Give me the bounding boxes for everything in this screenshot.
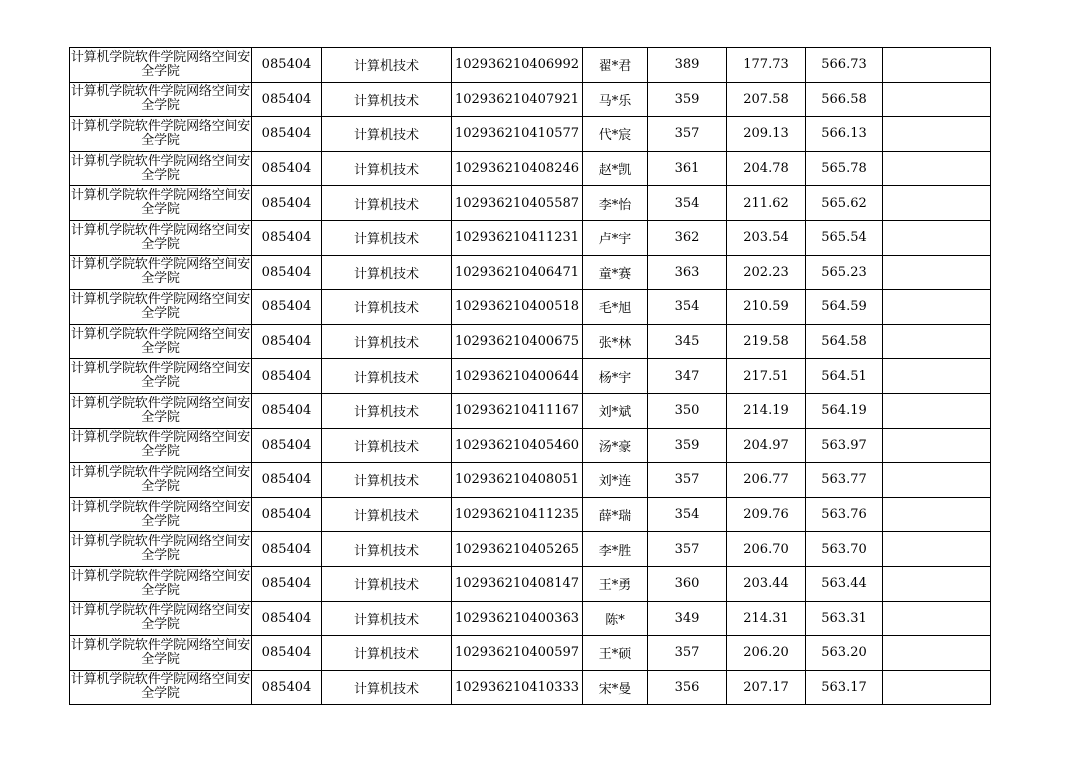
major-name-cell: 计算机技术 <box>322 670 452 705</box>
candidate-name-cell: 汤*豪 <box>583 428 648 463</box>
remark-cell <box>883 186 991 221</box>
major-name-cell: 计算机技术 <box>322 601 452 636</box>
total-score-cell: 565.78 <box>806 151 883 186</box>
preliminary-score-cell: 362 <box>648 220 727 255</box>
table-body <box>70 48 991 705</box>
total-score-cell: 564.58 <box>806 324 883 359</box>
major-name-cell: 计算机技术 <box>322 393 452 428</box>
retest-score-cell: 214.19 <box>727 393 806 428</box>
major-code-cell: 085404 <box>252 601 322 636</box>
total-score-cell: 564.51 <box>806 359 883 394</box>
remark-cell <box>883 566 991 601</box>
major-code-cell: 085404 <box>252 324 322 359</box>
table-row <box>70 497 991 532</box>
candidate-name-cell: 杨*宇 <box>583 359 648 394</box>
retest-score-cell: 219.58 <box>727 324 806 359</box>
preliminary-score-cell: 357 <box>648 117 727 152</box>
table-row <box>70 220 991 255</box>
major-code-cell: 085404 <box>252 48 322 83</box>
retest-score-cell: 206.77 <box>727 463 806 498</box>
table-row <box>70 566 991 601</box>
major-code-cell: 085404 <box>252 151 322 186</box>
retest-score-cell: 217.51 <box>727 359 806 394</box>
table-row <box>70 532 991 567</box>
preliminary-score-cell: 354 <box>648 186 727 221</box>
major-name-cell: 计算机技术 <box>322 255 452 290</box>
preliminary-score-cell: 359 <box>648 82 727 117</box>
remark-cell <box>883 220 991 255</box>
college-cell: 计算机学院软件学院网络空间安全学院 <box>70 532 252 567</box>
college-cell: 计算机学院软件学院网络空间安全学院 <box>70 151 252 186</box>
table-row <box>70 324 991 359</box>
total-score-cell: 563.20 <box>806 636 883 671</box>
major-name-cell: 计算机技术 <box>322 82 452 117</box>
college-cell: 计算机学院软件学院网络空间安全学院 <box>70 117 252 152</box>
exam-id-cell: 102936210410333 <box>452 670 583 705</box>
candidate-name-cell: 宋*曼 <box>583 670 648 705</box>
retest-score-cell: 204.78 <box>727 151 806 186</box>
major-name-cell: 计算机技术 <box>322 324 452 359</box>
candidate-name-cell: 赵*凯 <box>583 151 648 186</box>
exam-id-cell: 102936210407921 <box>452 82 583 117</box>
table-row <box>70 393 991 428</box>
major-name-cell: 计算机技术 <box>322 151 452 186</box>
table-row <box>70 670 991 705</box>
preliminary-score-cell: 349 <box>648 601 727 636</box>
remark-cell <box>883 324 991 359</box>
retest-score-cell: 214.31 <box>727 601 806 636</box>
college-cell: 计算机学院软件学院网络空间安全学院 <box>70 186 252 221</box>
major-code-cell: 085404 <box>252 393 322 428</box>
preliminary-score-cell: 350 <box>648 393 727 428</box>
exam-id-cell: 102936210408051 <box>452 463 583 498</box>
candidate-name-cell: 李*胜 <box>583 532 648 567</box>
retest-score-cell: 206.70 <box>727 532 806 567</box>
college-cell: 计算机学院软件学院网络空间安全学院 <box>70 359 252 394</box>
retest-score-cell: 209.13 <box>727 117 806 152</box>
candidate-name-cell: 王*勇 <box>583 566 648 601</box>
candidate-name-cell: 代*宸 <box>583 117 648 152</box>
remark-cell <box>883 532 991 567</box>
total-score-cell: 565.23 <box>806 255 883 290</box>
college-cell: 计算机学院软件学院网络空间安全学院 <box>70 566 252 601</box>
remark-cell <box>883 670 991 705</box>
preliminary-score-cell: 357 <box>648 636 727 671</box>
retest-score-cell: 211.62 <box>727 186 806 221</box>
total-score-cell: 565.62 <box>806 186 883 221</box>
preliminary-score-cell: 345 <box>648 324 727 359</box>
total-score-cell: 566.13 <box>806 117 883 152</box>
total-score-cell: 563.70 <box>806 532 883 567</box>
preliminary-score-cell: 359 <box>648 428 727 463</box>
exam-id-cell: 102936210400597 <box>452 636 583 671</box>
college-cell: 计算机学院软件学院网络空间安全学院 <box>70 601 252 636</box>
exam-id-cell: 102936210411167 <box>452 393 583 428</box>
major-code-cell: 085404 <box>252 82 322 117</box>
preliminary-score-cell: 357 <box>648 532 727 567</box>
major-code-cell: 085404 <box>252 463 322 498</box>
candidate-name-cell: 毛*旭 <box>583 290 648 325</box>
major-name-cell: 计算机技术 <box>322 566 452 601</box>
exam-id-cell: 102936210408246 <box>452 151 583 186</box>
table-row <box>70 290 991 325</box>
major-name-cell: 计算机技术 <box>322 497 452 532</box>
candidate-name-cell: 童*赛 <box>583 255 648 290</box>
total-score-cell: 563.97 <box>806 428 883 463</box>
table-row <box>70 359 991 394</box>
major-code-cell: 085404 <box>252 220 322 255</box>
exam-id-cell: 102936210400518 <box>452 290 583 325</box>
remark-cell <box>883 359 991 394</box>
table-row <box>70 151 991 186</box>
college-cell: 计算机学院软件学院网络空间安全学院 <box>70 290 252 325</box>
retest-score-cell: 202.23 <box>727 255 806 290</box>
major-name-cell: 计算机技术 <box>322 290 452 325</box>
retest-score-cell: 207.58 <box>727 82 806 117</box>
major-code-cell: 085404 <box>252 117 322 152</box>
exam-id-cell: 102936210400675 <box>452 324 583 359</box>
remark-cell <box>883 290 991 325</box>
preliminary-score-cell: 361 <box>648 151 727 186</box>
exam-id-cell: 102936210406471 <box>452 255 583 290</box>
remark-cell <box>883 463 991 498</box>
major-name-cell: 计算机技术 <box>322 532 452 567</box>
preliminary-score-cell: 363 <box>648 255 727 290</box>
table-row <box>70 82 991 117</box>
retest-score-cell: 207.17 <box>727 670 806 705</box>
candidate-name-cell: 陈* <box>583 601 648 636</box>
candidate-name-cell: 卢*宇 <box>583 220 648 255</box>
table-row <box>70 117 991 152</box>
preliminary-score-cell: 389 <box>648 48 727 83</box>
exam-id-cell: 102936210410577 <box>452 117 583 152</box>
college-cell: 计算机学院软件学院网络空间安全学院 <box>70 255 252 290</box>
preliminary-score-cell: 354 <box>648 497 727 532</box>
retest-score-cell: 204.97 <box>727 428 806 463</box>
major-name-cell: 计算机技术 <box>322 428 452 463</box>
college-cell: 计算机学院软件学院网络空间安全学院 <box>70 463 252 498</box>
total-score-cell: 563.31 <box>806 601 883 636</box>
college-cell: 计算机学院软件学院网络空间安全学院 <box>70 497 252 532</box>
exam-id-cell: 102936210400363 <box>452 601 583 636</box>
total-score-cell: 566.73 <box>806 48 883 83</box>
major-code-cell: 085404 <box>252 532 322 567</box>
retest-score-cell: 203.54 <box>727 220 806 255</box>
candidate-name-cell: 刘*连 <box>583 463 648 498</box>
exam-id-cell: 102936210405460 <box>452 428 583 463</box>
total-score-cell: 565.54 <box>806 220 883 255</box>
college-cell: 计算机学院软件学院网络空间安全学院 <box>70 48 252 83</box>
exam-id-cell: 102936210400644 <box>452 359 583 394</box>
table-row <box>70 48 991 83</box>
retest-score-cell: 209.76 <box>727 497 806 532</box>
total-score-cell: 563.76 <box>806 497 883 532</box>
remark-cell <box>883 151 991 186</box>
college-cell: 计算机学院软件学院网络空间安全学院 <box>70 220 252 255</box>
major-name-cell: 计算机技术 <box>322 359 452 394</box>
remark-cell <box>883 428 991 463</box>
exam-id-cell: 102936210411231 <box>452 220 583 255</box>
major-code-cell: 085404 <box>252 290 322 325</box>
college-cell: 计算机学院软件学院网络空间安全学院 <box>70 670 252 705</box>
major-name-cell: 计算机技术 <box>322 220 452 255</box>
table-row <box>70 186 991 221</box>
table-row <box>70 636 991 671</box>
major-name-cell: 计算机技术 <box>322 117 452 152</box>
total-score-cell: 566.58 <box>806 82 883 117</box>
table-row <box>70 428 991 463</box>
college-cell: 计算机学院软件学院网络空间安全学院 <box>70 82 252 117</box>
preliminary-score-cell: 354 <box>648 290 727 325</box>
table-row <box>70 463 991 498</box>
major-name-cell: 计算机技术 <box>322 636 452 671</box>
major-code-cell: 085404 <box>252 670 322 705</box>
table-row <box>70 601 991 636</box>
exam-id-cell: 102936210411235 <box>452 497 583 532</box>
admission-score-table <box>69 47 991 705</box>
exam-id-cell: 102936210408147 <box>452 566 583 601</box>
major-code-cell: 085404 <box>252 497 322 532</box>
major-code-cell: 085404 <box>252 636 322 671</box>
candidate-name-cell: 张*林 <box>583 324 648 359</box>
remark-cell <box>883 497 991 532</box>
remark-cell <box>883 82 991 117</box>
major-name-cell: 计算机技术 <box>322 186 452 221</box>
total-score-cell: 563.77 <box>806 463 883 498</box>
total-score-cell: 563.44 <box>806 566 883 601</box>
remark-cell <box>883 255 991 290</box>
major-code-cell: 085404 <box>252 255 322 290</box>
candidate-name-cell: 薛*瑞 <box>583 497 648 532</box>
exam-id-cell: 102936210405265 <box>452 532 583 567</box>
major-code-cell: 085404 <box>252 566 322 601</box>
total-score-cell: 563.17 <box>806 670 883 705</box>
college-cell: 计算机学院软件学院网络空间安全学院 <box>70 636 252 671</box>
total-score-cell: 564.19 <box>806 393 883 428</box>
major-name-cell: 计算机技术 <box>322 48 452 83</box>
retest-score-cell: 210.59 <box>727 290 806 325</box>
major-code-cell: 085404 <box>252 428 322 463</box>
retest-score-cell: 203.44 <box>727 566 806 601</box>
major-code-cell: 085404 <box>252 359 322 394</box>
college-cell: 计算机学院软件学院网络空间安全学院 <box>70 324 252 359</box>
exam-id-cell: 102936210405587 <box>452 186 583 221</box>
preliminary-score-cell: 357 <box>648 463 727 498</box>
remark-cell <box>883 117 991 152</box>
total-score-cell: 564.59 <box>806 290 883 325</box>
preliminary-score-cell: 347 <box>648 359 727 394</box>
remark-cell <box>883 636 991 671</box>
candidate-name-cell: 李*怡 <box>583 186 648 221</box>
remark-cell <box>883 393 991 428</box>
candidate-name-cell: 刘*斌 <box>583 393 648 428</box>
preliminary-score-cell: 360 <box>648 566 727 601</box>
remark-cell <box>883 601 991 636</box>
remark-cell <box>883 48 991 83</box>
table-row <box>70 255 991 290</box>
college-cell: 计算机学院软件学院网络空间安全学院 <box>70 428 252 463</box>
major-code-cell: 085404 <box>252 186 322 221</box>
retest-score-cell: 177.73 <box>727 48 806 83</box>
major-name-cell: 计算机技术 <box>322 463 452 498</box>
preliminary-score-cell: 356 <box>648 670 727 705</box>
candidate-name-cell: 马*乐 <box>583 82 648 117</box>
retest-score-cell: 206.20 <box>727 636 806 671</box>
college-cell: 计算机学院软件学院网络空间安全学院 <box>70 393 252 428</box>
exam-id-cell: 102936210406992 <box>452 48 583 83</box>
candidate-name-cell: 翟*君 <box>583 48 648 83</box>
candidate-name-cell: 王*硕 <box>583 636 648 671</box>
